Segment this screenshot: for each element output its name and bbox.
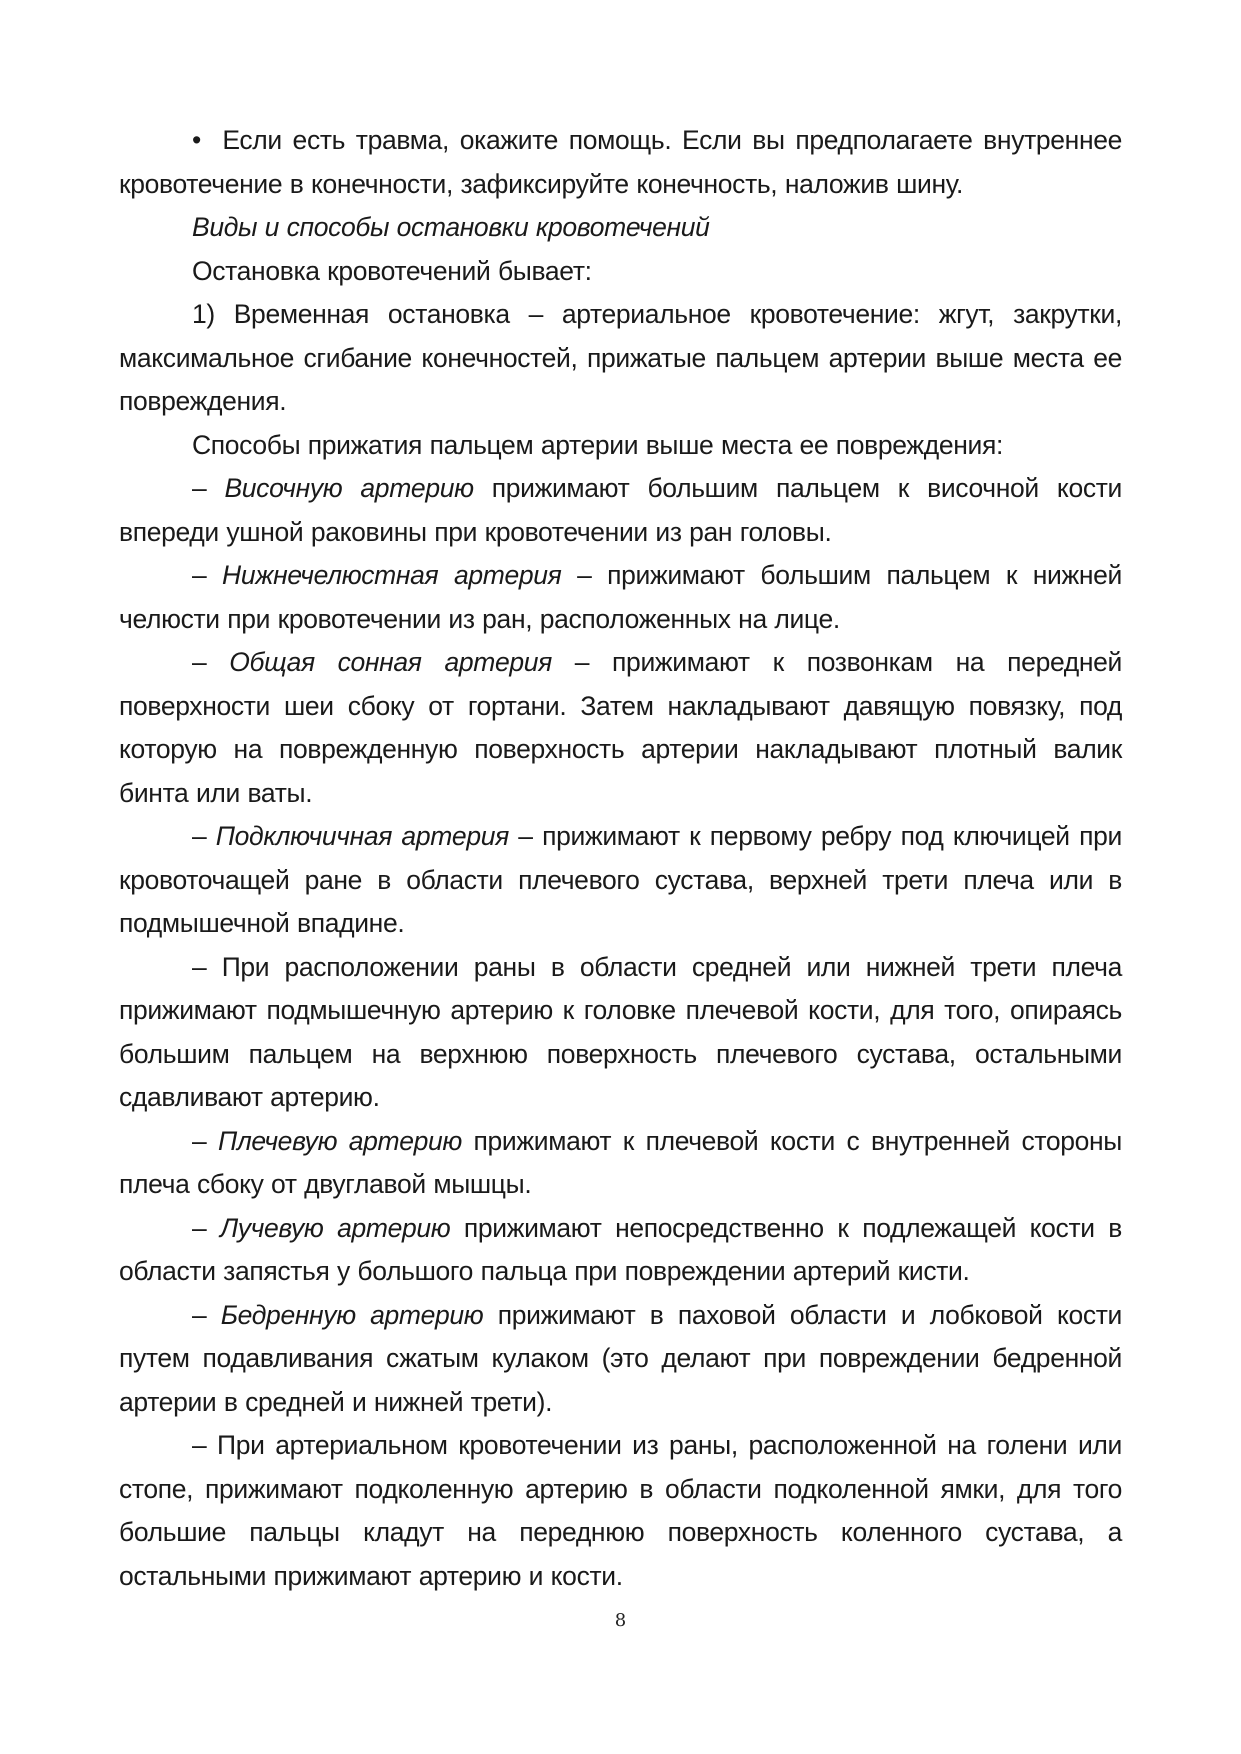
artery-name: Бедренную артерию	[220, 1299, 484, 1330]
paragraph-radial-artery	[119, 1207, 1122, 1294]
list-dash: –	[192, 1212, 220, 1243]
artery-name: Нижнечелюстная артерия	[222, 560, 562, 590]
list-dash: –	[192, 560, 223, 590]
paragraph-text: – прижимают к первому ребру под ключицей при кровоточащей ране в области плечевого сустава, верхней трети плеча или в подмышечной впадине.	[119, 821, 1123, 938]
document-body	[119, 119, 1122, 1598]
paragraph-mandibular-artery	[119, 554, 1122, 641]
artery-name: Височную артерию	[224, 473, 474, 503]
artery-name: Лучевую артерию	[219, 1212, 451, 1243]
paragraph-axillary-artery	[119, 946, 1122, 1120]
paragraph-text: – При артериальном кровотечении из раны, расположенной на голени или стопе, прижимают подколенную артерию в области подколенной ямки, для того большие пальцы кладут на переднюю поверхность коленного сустава, а остальными прижимают артерию и кости.	[119, 1430, 1122, 1591]
list-dash: –	[192, 473, 225, 503]
paragraph-brachial-artery	[119, 1120, 1122, 1207]
list-dash: –	[192, 821, 216, 851]
paragraph-subclavian-artery	[119, 815, 1122, 946]
paragraph-text: Остановка кровотечений бывает:	[192, 255, 592, 286]
paragraph-temporary-stop	[119, 293, 1122, 424]
paragraph-temporal-artery	[119, 467, 1122, 554]
paragraph-text: прижимают в паховой области и лобковой кости путем подавливания сжатым кулаком (это делают при повреждении бедренной артерии в средней и нижней трети).	[119, 1299, 1123, 1417]
paragraph-text: – прижимают к позвонкам на передней поверхности шеи сбоку от гортани. Затем накладывают давящую повязку, под которую на поврежденную поверхность артерии накладывают плотный валик бинта или ваты.	[119, 647, 1122, 808]
list-dash: –	[192, 647, 230, 677]
paragraph-text: – При расположении раны в области средней или нижней трети плеча прижимают подмышечную артерию к головке плечевой кости, для того, опираясь большим пальцем на верхнюю поверхность плечевого сустава, остальными сдавливают артерию.	[119, 951, 1122, 1112]
list-dash: –	[192, 1299, 221, 1330]
paragraph-text: – прижимают большим пальцем к нижней челюсти при кровотечении из ран, расположенных на лице.	[119, 560, 1122, 634]
paragraph-text: Способы прижатия пальцем артерии выше места ее повреждения:	[192, 429, 1004, 460]
section-heading	[119, 206, 1122, 250]
paragraph-text: прижимают непосредственно к подлежащей кости в области запястья у большого пальца при повреждении артерий кисти.	[119, 1212, 1122, 1286]
paragraph-text: Если есть травма, окажите помощь. Если вы предполагаете внутреннее кровотечение в конечности, зафиксируйте конечность, наложив шину.	[119, 125, 1123, 199]
paragraph-femoral-artery	[119, 1294, 1122, 1425]
paragraph-popliteal-artery	[119, 1424, 1122, 1598]
paragraph-text: прижимают к плечевой кости с внутренней стороны плеча сбоку от двуглавой мышцы.	[119, 1125, 1122, 1199]
paragraph-injury-help	[119, 119, 1122, 206]
bullet-mark: •	[192, 125, 201, 155]
paragraph-text: прижимают большим пальцем к височной кости впереди ушной раковины при кровотечении из ран головы.	[119, 473, 1123, 547]
artery-name: Общая сонная артерия	[229, 647, 552, 677]
page-number: 8	[614, 1610, 627, 1631]
section-heading-text: Виды и способы остановки кровотечений	[192, 212, 710, 242]
list-dash: –	[192, 1125, 218, 1156]
paragraph-text: 1) Временная остановка – артериальное кровотечение: жгут, закрутки, максимальное сгибание конечностей, прижатые пальцем артерии выше места ее повреждения.	[119, 299, 1122, 416]
artery-name: Подключичная артерия	[215, 821, 509, 851]
paragraph-carotid-artery	[119, 641, 1122, 815]
paragraph-stopping-types	[119, 250, 1122, 294]
paragraph-pressing-methods	[119, 424, 1122, 468]
artery-name: Плечевую артерию	[217, 1125, 462, 1156]
